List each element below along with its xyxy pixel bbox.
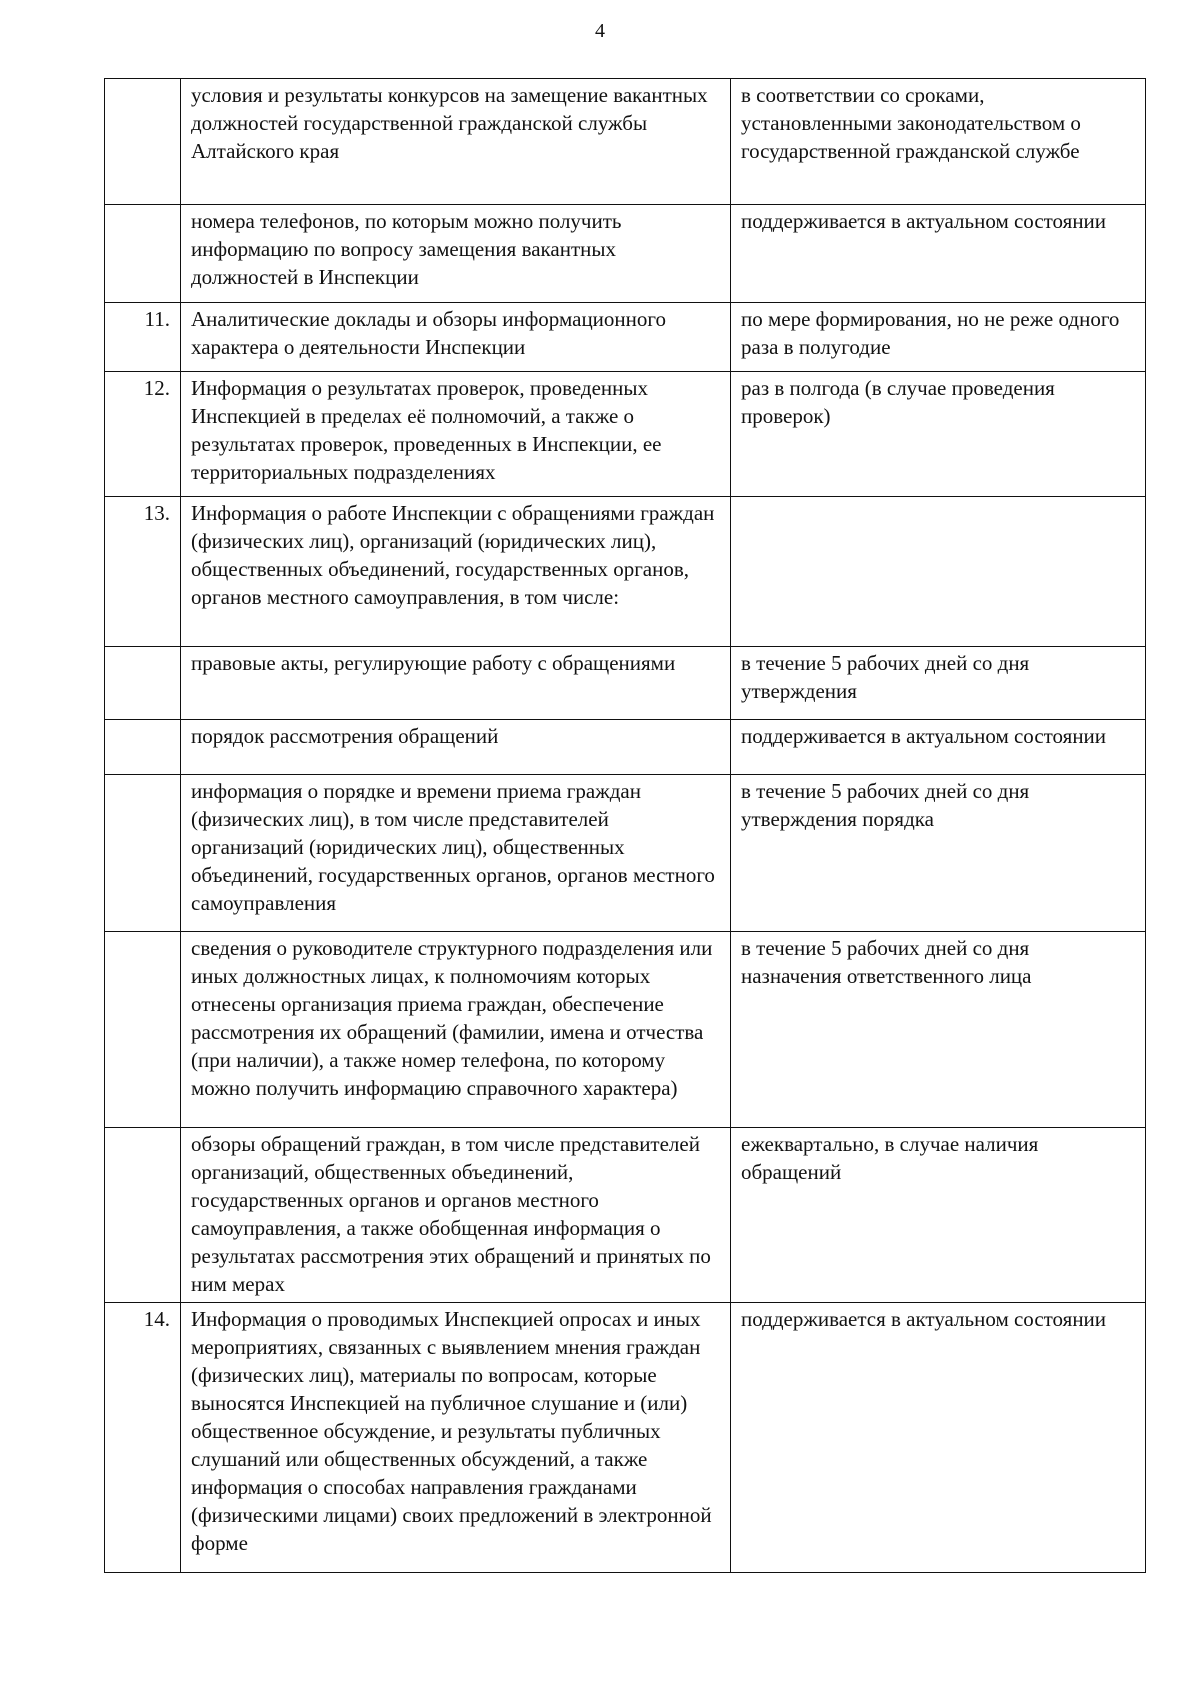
row-number: 12. xyxy=(105,372,181,497)
row-period: поддерживается в актуальном состоянии xyxy=(731,720,1146,775)
row-description: номера телефонов, по которым можно получить информацию по вопросу замещения вакантных должностей в Инспекции xyxy=(181,205,731,303)
row-description: сведения о руководителе структурного подразделения или иных должностных лицах, к полномочиям которых отнесены организация приема граждан, обеспечение рассмотрения их обращений (фамилии, имена и отчества (при наличии), а также номер телефона, по которому можно получить информацию справочного характера) xyxy=(181,932,731,1128)
row-description: условия и результаты конкурсов на замещение вакантных должностей государственной гражданской службы Алтайского края xyxy=(181,79,731,205)
table-row xyxy=(105,303,1146,372)
row-period: в течение 5 рабочих дней со дня утверждения порядка xyxy=(731,775,1146,932)
table-row xyxy=(105,1128,1146,1303)
row-number xyxy=(105,79,181,205)
document-table xyxy=(104,78,1146,1573)
table-row xyxy=(105,932,1146,1128)
row-description: обзоры обращений граждан, в том числе представителей организаций, общественных объединений, государственных органов и органов местного самоуправления, а также обобщенная информация о результатах рассмотрения этих обращений и принятых по ним мерах xyxy=(181,1128,731,1303)
table-row xyxy=(105,372,1146,497)
table-row xyxy=(105,497,1146,647)
row-period: поддерживается в актуальном состоянии xyxy=(731,1303,1146,1573)
row-number xyxy=(105,205,181,303)
table-row xyxy=(105,1303,1146,1573)
row-description: правовые акты, регулирующие работу с обращениями xyxy=(181,647,731,720)
table-row xyxy=(105,205,1146,303)
row-number xyxy=(105,647,181,720)
row-number xyxy=(105,932,181,1128)
row-number xyxy=(105,1128,181,1303)
row-description: Информация о результатах проверок, проведенных Инспекцией в пределах её полномочий, а также о результатах проверок, проведенных в Инспекции, ее территориальных подразделениях xyxy=(181,372,731,497)
row-description: информация о порядке и времени приема граждан (физических лиц), в том числе представителей организаций (юридических лиц), общественных объединений, государственных органов, органов местного самоуправления xyxy=(181,775,731,932)
row-description: порядок рассмотрения обращений xyxy=(181,720,731,775)
row-period: в соответствии со сроками, установленными законодательством о государственной гражданской службе xyxy=(731,79,1146,205)
row-period: в течение 5 рабочих дней со дня утверждения xyxy=(731,647,1146,720)
row-period: ежеквартально, в случае наличия обращений xyxy=(731,1128,1146,1303)
row-period: в течение 5 рабочих дней со дня назначения ответственного лица xyxy=(731,932,1146,1128)
table-row xyxy=(105,647,1146,720)
table-row xyxy=(105,79,1146,205)
row-number: 13. xyxy=(105,497,181,647)
row-number: 11. xyxy=(105,303,181,372)
row-period: поддерживается в актуальном состоянии xyxy=(731,205,1146,303)
row-number xyxy=(105,720,181,775)
row-number: 14. xyxy=(105,1303,181,1573)
row-period: по мере формирования, но не реже одного раза в полугодие xyxy=(731,303,1146,372)
table-row xyxy=(105,720,1146,775)
table-row xyxy=(105,775,1146,932)
row-description: Аналитические доклады и обзоры информационного характера о деятельности Инспекции xyxy=(181,303,731,372)
row-description: Информация о проводимых Инспекцией опросах и иных мероприятиях, связанных с выявлением мнения граждан (физических лиц), материалы по вопросам, которые выносятся Инспекцией на публичное слушание и (или) общественное обсуждение, и результаты публичных слушаний или общественных обсуждений, а также информация о способах направления гражданами (физическими лицами) своих предложений в электронной форме xyxy=(181,1303,731,1573)
row-description: Информация о работе Инспекции с обращениями граждан (физических лиц), организаций (юридических лиц), общественных объединений, государственных органов, органов местного самоуправления, в том числе: xyxy=(181,497,731,647)
row-period: раз в полгода (в случае проведения проверок) xyxy=(731,372,1146,497)
row-number xyxy=(105,775,181,932)
page-number: 4 xyxy=(595,20,605,42)
row-period xyxy=(731,497,1146,647)
